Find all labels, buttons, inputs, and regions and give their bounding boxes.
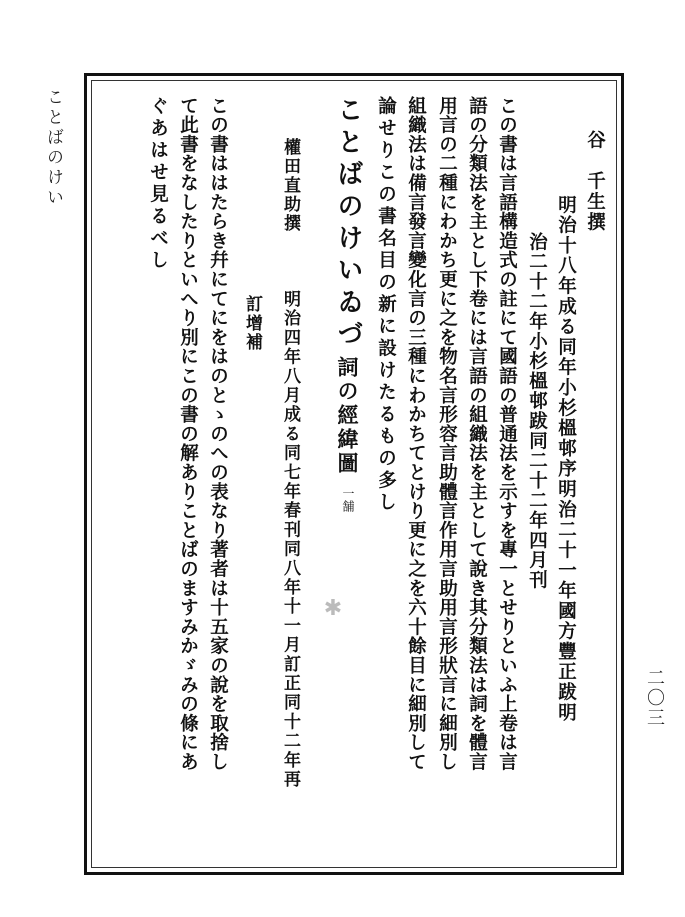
entry-subtitle: 詞の經緯圖 [335, 356, 360, 476]
text-column-5: 語の分類法を主とし下卷には言語の組織法を主として說き其分類法は詞を體言 [466, 96, 488, 772]
ink-smudge: ✱ [323, 596, 343, 621]
text-column-10: 明治四年八月成る同七年春刊同八年十一月訂正同十二年再 [280, 290, 300, 790]
text-column-12: この書ははたらき幷にてにをはのとゝのへの表なり著者は十五家の說を取捨し [207, 96, 229, 772]
author-line-2: 權田直助撰 [280, 138, 300, 233]
text-column-2: 明治十八年成る同年小杉榲邨序明治二十一年國方豐正跋明 [555, 195, 577, 723]
text-column-14: ぐあはせ見るべし [147, 96, 169, 272]
text-column-8: 論せりこの書名目の新に設けたるもの多し [375, 96, 397, 514]
text-column-4: この書は言語構造式の註にて國語の普通法を示すを專一とせりといふ上卷は言 [496, 96, 518, 772]
page-number: 二〇三 [644, 668, 665, 728]
text-column-3: 治二十二年小杉榲邨跋同二十二年四月刊 [526, 232, 548, 591]
running-header: ことばのけい [43, 88, 63, 208]
author-line-1: 谷 千生撰 [584, 130, 606, 233]
text-column-6: 用言の二種にわかち更に之を物名言形容言助體言作用言助用言形狀言に細別し [436, 96, 458, 772]
text-column-7: 組織法は備言發言變化言の三種にわかちてとけり更に之を六十餘目に細別して [405, 96, 427, 772]
text-column-13: て此書をなしたりといへり別にこの書の解ありことばのますみかゞみの條にあ [177, 96, 199, 772]
entry-title: ことばのけいゐづ [333, 96, 363, 352]
entry-note: 一舗 [341, 487, 355, 513]
text-column-11: 訂增補 [242, 295, 262, 352]
